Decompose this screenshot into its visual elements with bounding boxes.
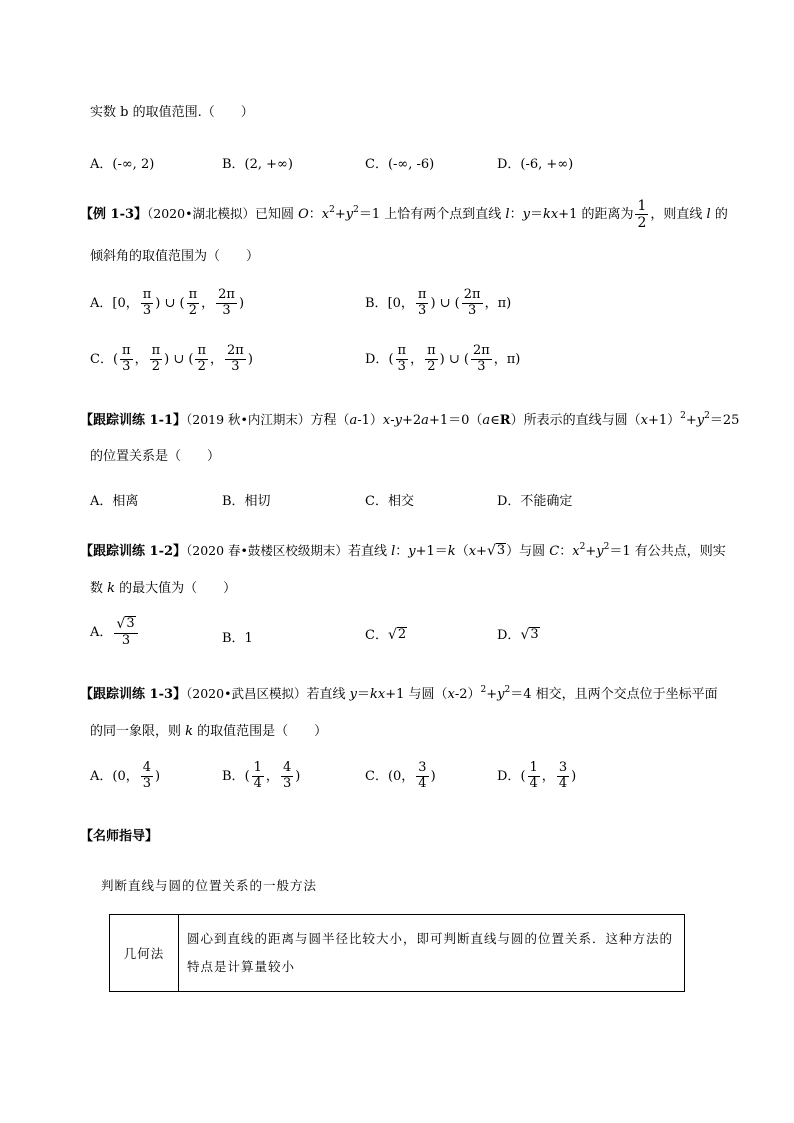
example-1-3-option-a: A．[0， $\frac{\pi}{3}$ ) ∪ ( $\frac{\pi}{2}$ ， $\frac{2\pi}{3}$ ) <box>90 287 245 318</box>
training-1-1-option-c: C．相交 <box>365 494 414 509</box>
training-source: （2020 春•鼓楼区校级期末） <box>186 543 348 558</box>
method-description: 圆心到直线的距离与圆半径比较大小，即可判断直线与圆的位置关系．这种方法的特点是计算量较小 <box>179 915 685 992</box>
training-1-2-line1: 【跟踪训练 1-2】（2020 春•鼓楼区校级期末）若直线 l：y+1＝k（x+ √ 3 ）与圆 C：$x^2+y^2=1$ 有公共点，则实 <box>80 542 726 559</box>
example-source: （2020•湖北模拟） <box>147 206 255 222</box>
training-label: 【跟踪训练 1-1】 <box>80 413 187 428</box>
training-1-3-line2: 的同一象限，则 k 的取值范围是（ ） <box>90 724 328 739</box>
table-row <box>110 915 685 992</box>
training-1-1-line2: 的位置关系是（ ） <box>90 449 221 464</box>
training-1-3-option-d: D．( $\frac{1}{4}$ ， $\frac{3}{4}$ ) <box>497 760 577 791</box>
q0-option-b: B．(2, +∞) <box>222 157 293 172</box>
method-name: 几何法 <box>110 915 179 992</box>
training-label: 【跟踪训练 1-3】 <box>80 687 187 702</box>
training-1-3-line1: 【跟踪训练 1-3】（2020•武昌区模拟）若直线 y＝kx+1 与圆$(x-2)^2+y^2=4$ 相交，且两个交点位于坐标平面 <box>80 685 718 702</box>
example-1-3-option-d: D．( $\frac{\pi}{3}$ ， $\frac{\pi}{2}$ ) ∪ ( $\frac{2\pi}{3}$ ，π) <box>365 343 521 374</box>
training-1-1-option-b: B．相切 <box>222 494 271 509</box>
training-1-2-option-c: C． √ 2 <box>365 626 407 643</box>
intro-line: 实数 b 的取值范围.（ ） <box>90 105 254 120</box>
training-1-1-option-d: D．不能确定 <box>497 494 573 509</box>
example-label: 【例 1-3】 <box>80 207 148 223</box>
training-1-3-option-c: C．(0， $\frac{3}{4}$ ) <box>365 760 436 791</box>
training-1-2-option-a: A． √ 3 3 <box>90 616 140 649</box>
training-1-2-option-d: D． √ 3 <box>497 626 539 643</box>
example-1-3-line2: 倾斜角的取值范围为（ ） <box>90 249 260 264</box>
example-1-3-line1: 【例 1-3】（2020•湖北模拟）已知圆 O：$x^2+y^2=1$ 上恰有两个点到直线 l：y＝kx+1 的距离为 $\frac{1}{2}$ ，则直线 l 的 <box>80 198 728 232</box>
training-1-2-option-b: B．1 <box>222 631 253 646</box>
training-1-2-line2: 数 k 的最大值为（ ） <box>90 581 237 596</box>
training-1-1-option-a: A．相离 <box>90 494 139 509</box>
q0-option-c: C．(-∞, -6) <box>365 157 435 172</box>
training-1-1-line1: 【跟踪训练 1-1】（2019 秋•内江期末）方程（a-1）x-y+2a+1＝0（a∈R）所表示的直线与圆$(x+1)^2+y^2=25$ <box>80 411 740 428</box>
q0-option-a: A．(-∞, 2) <box>90 157 155 172</box>
q0-option-d: D．(-6, +∞) <box>497 157 574 172</box>
training-label: 【跟踪训练 1-2】 <box>80 544 187 559</box>
example-1-3-option-c: C．( $\frac{\pi}{3}$ ， $\frac{\pi}{2}$ ) ∪ ( $\frac{\pi}{2}$ ， $\frac{2\pi}{3}$ ) <box>90 343 253 374</box>
training-source: （2019 秋•内江期末） <box>186 412 311 427</box>
example-1-3-option-b: B．[0， $\frac{\pi}{3}$ ) ∪ ( $\frac{2\pi}{3}$ ，π) <box>365 287 512 318</box>
method-table <box>109 914 685 992</box>
training-1-3-option-b: B．( $\frac{1}{4}$ ， $\frac{4}{3}$ ) <box>222 760 301 791</box>
training-source: （2020•武昌区模拟） <box>186 686 307 701</box>
guide-subtitle: 判断直线与圆的位置关系的一般方法 <box>101 878 318 893</box>
guide-heading: 【名师指导】 <box>80 829 159 844</box>
training-1-3-option-a: A．(0， $\frac{4}{3}$ ) <box>90 760 161 791</box>
